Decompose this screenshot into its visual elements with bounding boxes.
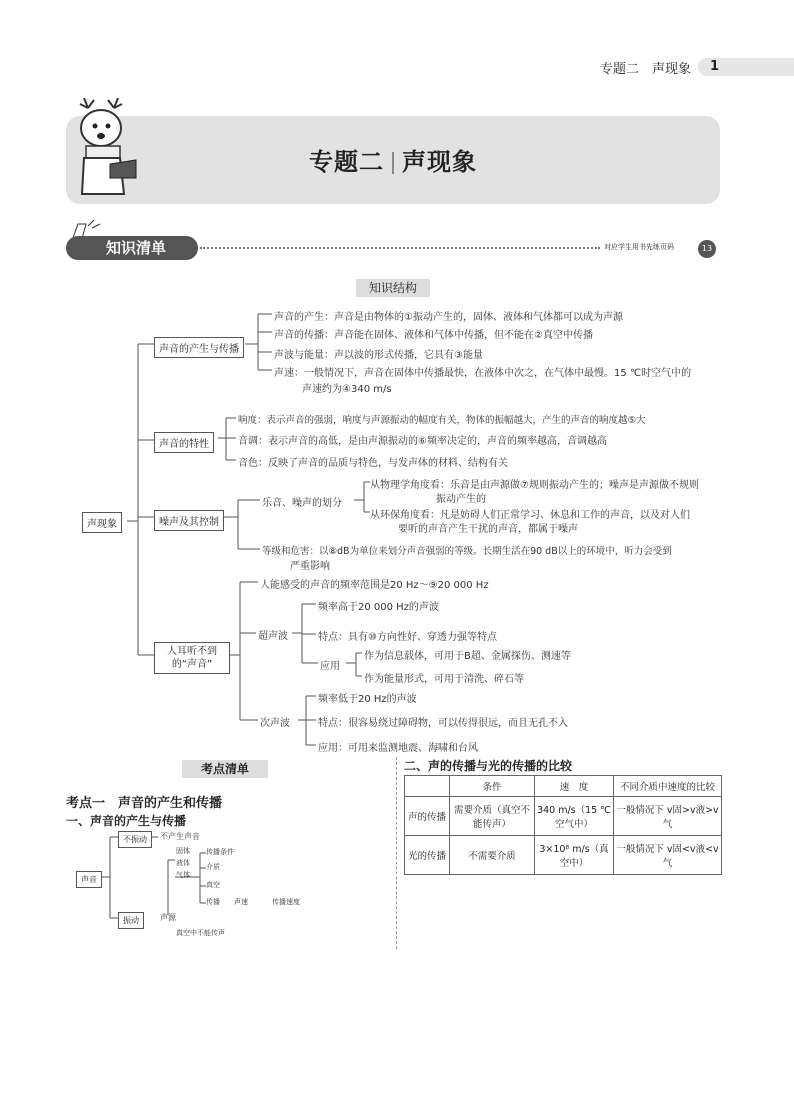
branch-noise-control: 噪声及其控制: [154, 510, 224, 531]
compare-table: [404, 775, 722, 875]
mini-node: 固体: [176, 847, 190, 855]
mm-item: 从物理学角度看：乐音是由声源做⑦规则振动产生的；噪声是声源做不规则: [370, 480, 699, 491]
table-header-cell: 条件: [450, 776, 535, 797]
table-row: [405, 797, 722, 836]
mm-item: 超声波: [258, 631, 288, 642]
mini-node: 气体: [176, 871, 190, 879]
mm-item: 音色：反映了声音的品质与特色，与发声体的材料、结构有关: [238, 458, 508, 469]
mini-node: 液体: [176, 859, 190, 867]
kaodian-title: 考点一 声音的产生和传播: [66, 796, 223, 811]
mm-item: 从环保角度看：凡是妨碍人们正常学习、休息和工作的声音，以及对人们: [370, 510, 690, 521]
table-header-cell: 不同介质中速度的比较: [614, 776, 722, 797]
mm-item: 频率高于20 000 Hz的声波: [318, 602, 439, 613]
mm-item: 要听的声音产生干扰的声音，都属于噪声: [398, 524, 578, 535]
mini-node: 声源: [160, 913, 176, 922]
mini-node: 不产生声音: [160, 832, 200, 841]
column-divider: [396, 757, 397, 949]
chapter-title-right: 声现象: [402, 148, 477, 176]
mm-item: 声速：一般情况下，声音在固体中传播最快，在液体中次之，在气体中最慢。15 ℃时空气中的: [274, 368, 692, 379]
branch-inaudible-sound: 人耳听不到的“声音”: [154, 642, 230, 674]
mm-item: 应用：可用来监测地震、海啸和台风: [318, 743, 478, 754]
mindmap-root: 声现象: [82, 512, 122, 533]
mini-node: 声速: [234, 898, 248, 906]
mini-node: 介质: [206, 863, 220, 871]
mm-item: 音调：表示声音的高低，是由声源振动的⑥频率决定的，声音的频率越高，音调越高: [238, 436, 607, 447]
table-cell: 3×10⁸ m/s（真空中）: [535, 836, 614, 875]
mini-node: 不振动: [118, 831, 152, 848]
mm-item: 声速约为④340 m/s: [302, 384, 392, 395]
branch-characteristics: 声音的特性: [154, 432, 214, 453]
section-right-note: 对应学生用书先练页码: [604, 243, 674, 251]
mm-item: 响度：表示声音的强弱，响度与声源振动的幅度有关，物体的振幅越大，产生的声音的响度越⑤大: [238, 415, 646, 426]
section-page-badge: 13: [698, 240, 716, 258]
mm-item: 特点：很容易绕过障碍物，可以传得很远，而且无孔不入: [318, 718, 568, 729]
mm-item: 人能感受的声音的频率范围是20 Hz～⑨20 000 Hz: [260, 580, 489, 591]
table-cell: 光的传播: [405, 836, 450, 875]
table-header-cell: [405, 776, 450, 797]
mm-item: 次声波: [260, 718, 290, 729]
mm-item: 频率低于20 Hz的声波: [318, 694, 417, 705]
running-header-title: 专题二 声现象: [600, 62, 692, 77]
mm-item: 特点：具有⑩方向性好、穿透力强等特点: [318, 632, 497, 643]
mini-node: 传播: [206, 898, 220, 906]
mm-item: 等级和危害：以⑧dB为单位来划分声音强弱的等级。长期生活在90 dB以上的环境中，听力会受到: [262, 546, 672, 557]
table-cell: 340 m/s（15 ℃空气中）: [535, 797, 614, 836]
mm-item: 声音的产生：声音是由物体的①振动产生的，固体、液体和气体都可以成为声源: [274, 312, 623, 323]
table-header-cell: 速 度: [535, 776, 614, 797]
knowledge-structure-label: 知识结构: [356, 279, 430, 297]
table-cell: 一般情况下 v固<v液<v气: [614, 836, 722, 875]
mini-node: 真空中不能传声: [176, 929, 225, 937]
mm-item: 乐音、噪声的划分: [262, 498, 342, 509]
section-tab: 知识清单: [66, 236, 198, 260]
table-cell: 需要介质（真空不能传声）: [450, 797, 535, 836]
kaodian-tag: 考点清单: [182, 760, 268, 778]
table-row: [405, 836, 722, 875]
mm-item: 应用: [320, 661, 340, 672]
table-cell: 不需要介质: [450, 836, 535, 875]
branch-production-propagation: 声音的产生与传播: [154, 337, 244, 358]
mini-node: 真空: [206, 881, 220, 889]
table-cell: 声的传播: [405, 797, 450, 836]
mm-item: 声波与能量：声以波的形式传播，它具有③能量: [274, 350, 483, 361]
page-number: 1: [698, 58, 794, 76]
table-header-row: [405, 776, 722, 797]
mm-item: 作为能量形式，可用于清洗、碎石等: [364, 674, 524, 685]
mini-root: 声音: [76, 871, 102, 888]
mm-item: 声音的传播：声音能在固体、液体和气体中传播，但不能在②真空中传播: [274, 330, 593, 341]
table-cell: 一般情况下 v固>v液>v气: [614, 797, 722, 836]
mm-item: 振动产生的: [436, 494, 486, 505]
mm-item: 作为信息载体，可用于B超、金属探伤、测速等: [364, 651, 571, 662]
mini-node: 传播条件: [206, 848, 234, 856]
mini-node: 振动: [118, 912, 144, 929]
mm-item: 严重影响: [290, 561, 330, 572]
compare-title: 二、声的传播与光的传播的比较: [404, 759, 573, 773]
kaodian-subtitle: 一、声音的产生与传播: [66, 814, 187, 828]
chapter-title-left: 专题二: [309, 148, 384, 176]
mini-node: 传播速度: [272, 898, 300, 906]
